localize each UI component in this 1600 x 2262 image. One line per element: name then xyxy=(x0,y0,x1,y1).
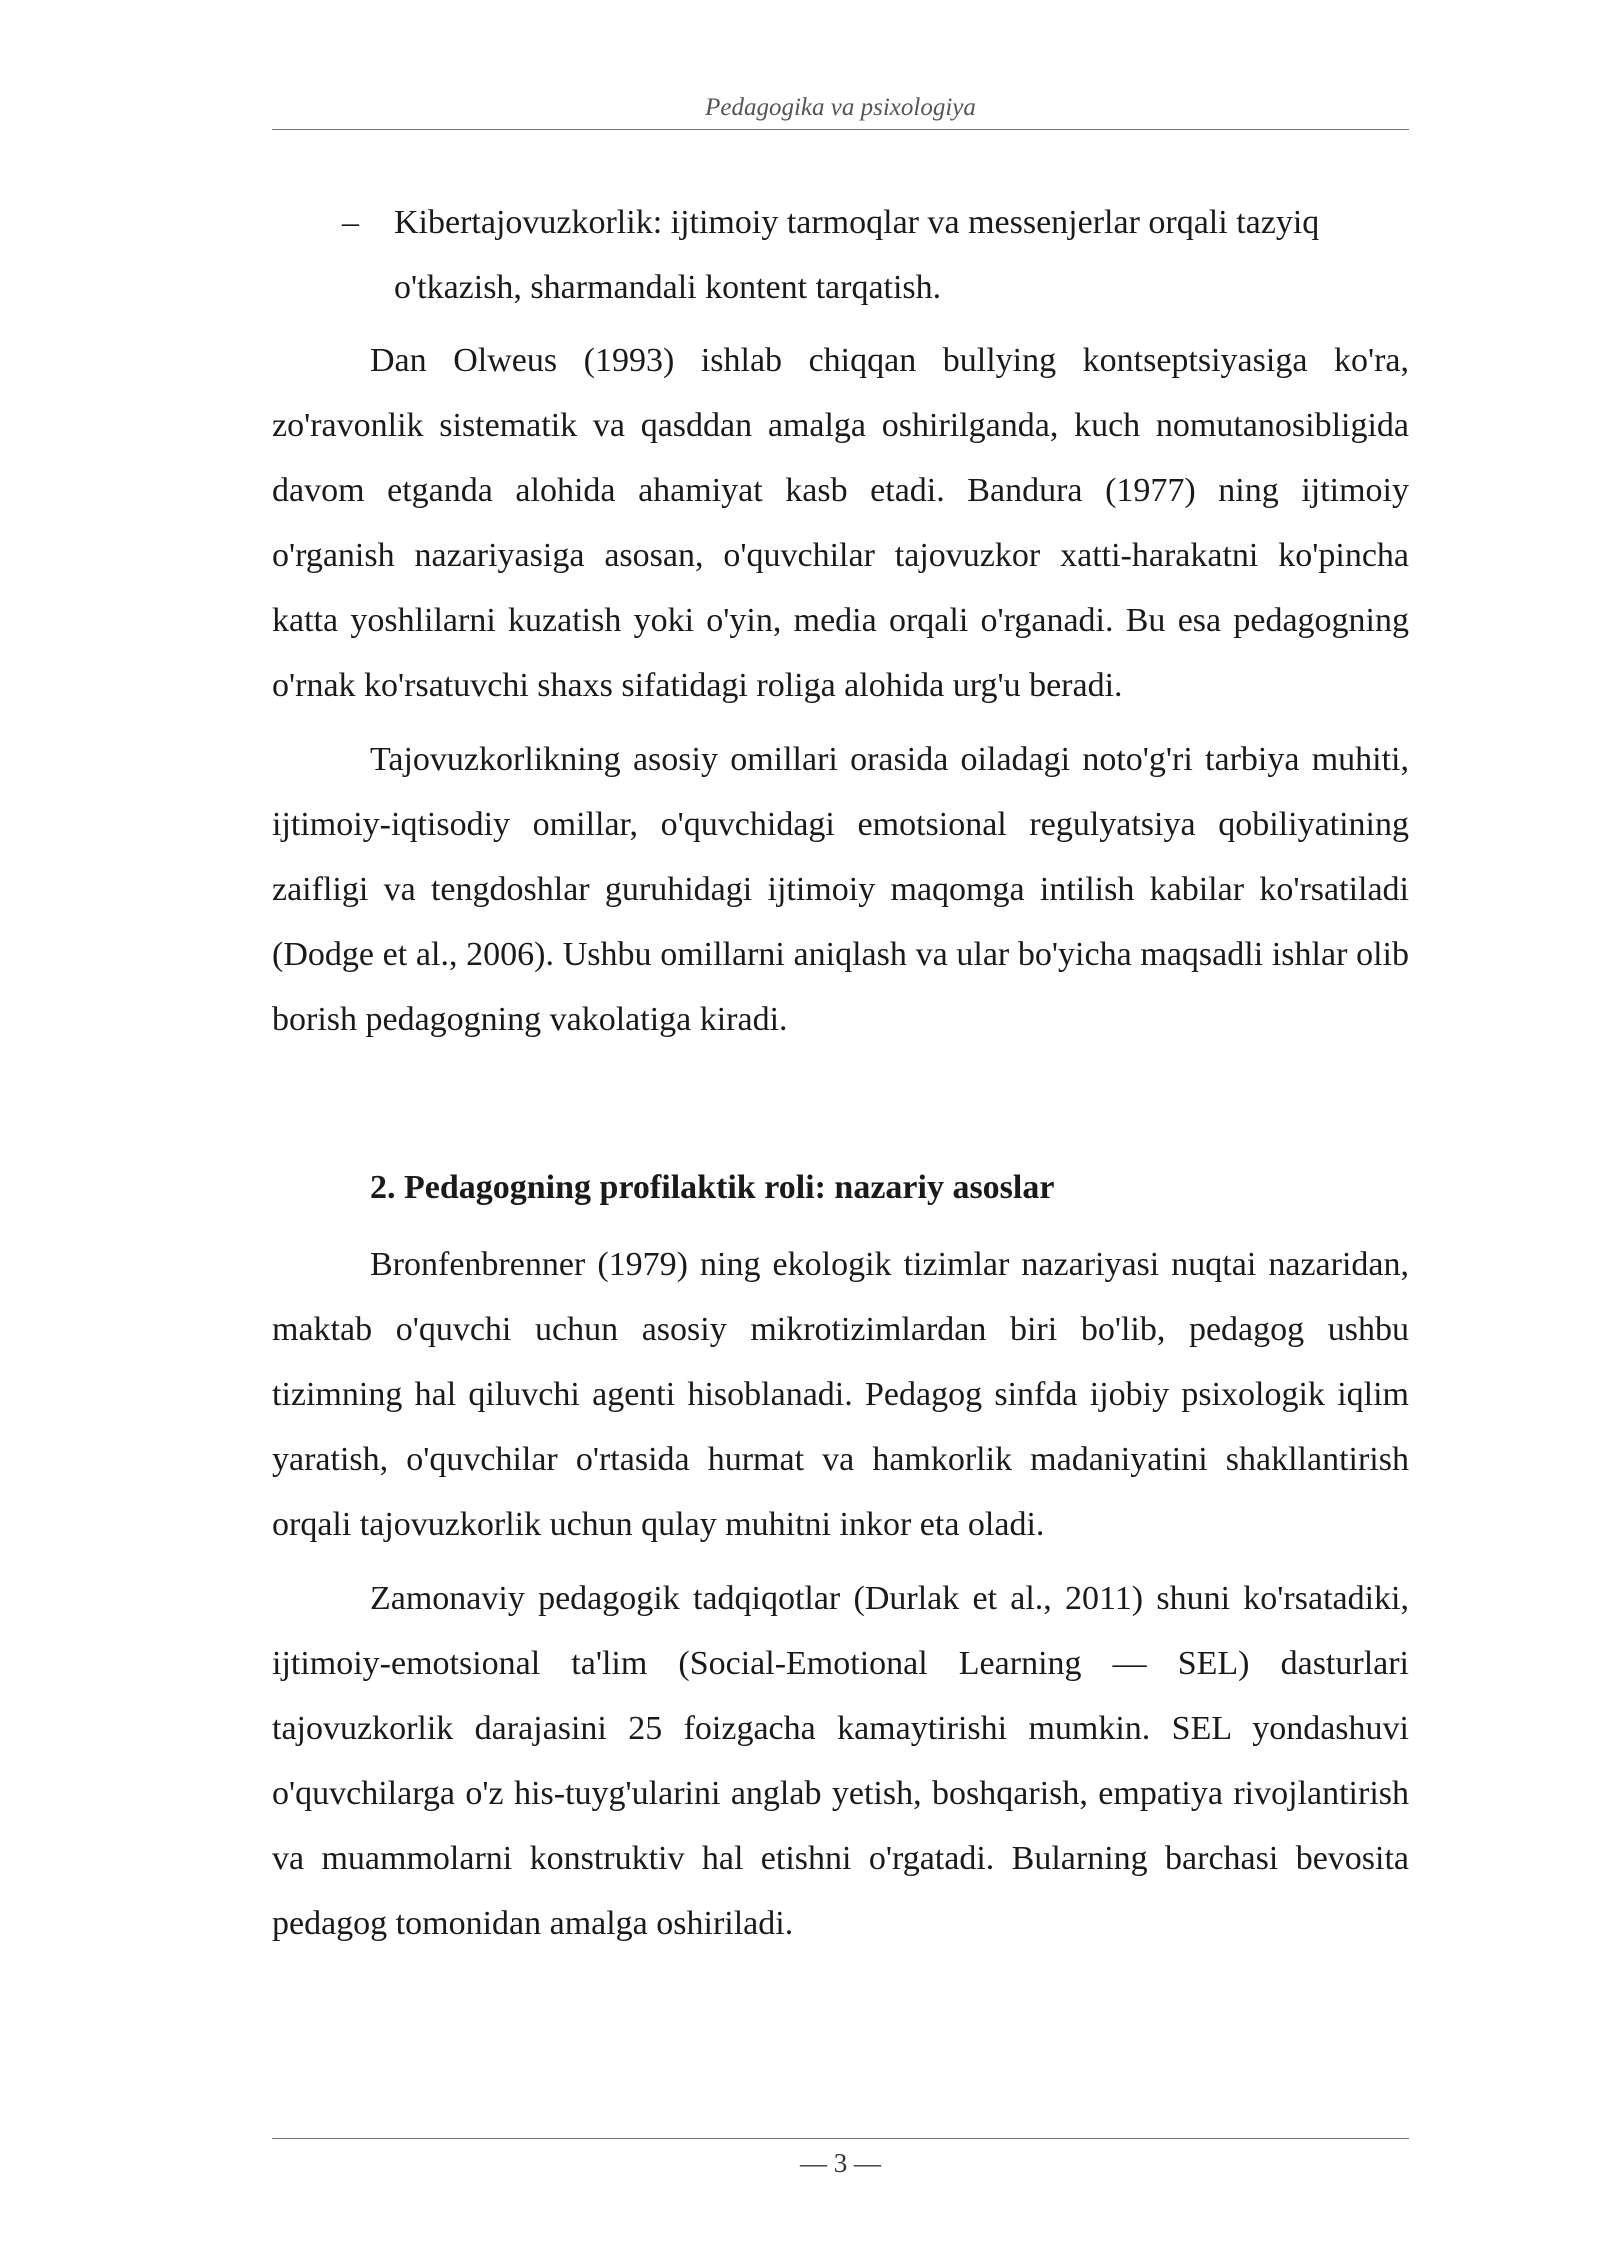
paragraph-bronfenbrenner: Bronfenbrenner (1979) ning ekologik tizimlar nazariyasi nuqtai nazaridan, maktab o'quvchi uchun asosiy mikrotizimlardan biri bo'lib, pedagog ushbu tizimning hal qiluvchi agenti hisoblanadi. Pedagog sinfda ijobiy psixologik iqlim yaratish, o'quvchilar o'rtasida hurmat va hamkorlik madaniyatini shakllantirish orqali tajovuzkorlik uchun qulay muhitni inkor eta oladi. xyxy=(272,1246,1409,1543)
running-header: Pedagogika va psixologiya xyxy=(705,94,976,121)
footer-divider xyxy=(272,2138,1409,2139)
paragraph-sel-research: Zamonaviy pedagogik tadqiqotlar (Durlak et al., 2011) shuni ko'rsatadiki, ijtimoiy-emotsional ta'lim (Social-Emotional Learning — SEL) dasturlari tajovuzkorlik darajasini 25 foizgacha kamaytirishi mumkin. SEL yondashuvi o'quvchilarga o'z his-tuyg'ularini anglab yetish, boshqarish, empatiya rivojlantirish va muammolarni konstruktiv hal etishni o'rgatadi. Bularning barchasi bevosita pedagog tomonidan amalga oshiriladi. xyxy=(272,1580,1409,1942)
bullet-item xyxy=(272,190,1409,320)
document-body xyxy=(272,190,1409,1965)
bullet-dash: – xyxy=(342,204,359,241)
paragraph-aggression-factors: Tajovuzkorlikning asosiy omillari orasida oiladagi noto'g'ri tarbiya muhiti, ijtimoiy-iqtisodiy omillar, o'quvchidagi emotsional regulyatsiya qobiliyatining zaifligi va tengdoshlar guruhidagi ijtimoiy maqomga intilish kabilar ko'rsatiladi (Dodge et al., 2006). Ushbu omillarni aniqlash va ular bo'yicha maqsadli ishlar olib borish pedagogning vakolatiga kiradi. xyxy=(272,741,1409,1038)
header-divider xyxy=(272,129,1409,130)
section-heading: 2. Pedagogning profilaktik roli: nazariy asoslar xyxy=(370,1169,1055,1206)
page-number: — 3 — xyxy=(800,2148,881,2178)
bullet-text: Kibertajovuzkorlik: ijtimoiy tarmoqlar va messenjerlar orqali tazyiq o'tkazish, sharmandali kontent tarqatish. xyxy=(394,204,1320,306)
paragraph-olweus-bandura: Dan Olweus (1993) ishlab chiqqan bullying kontseptsiyasiga ko'ra, zo'ravonlik sistematik va qasddan amalga oshirilganda, kuch nomutanosibligida davom etganda alohida ahamiyat kasb etadi. Bandura (1977) ning ijtimoiy o'rganish nazariyasiga asosan, o'quvchilar tajovuzkor xatti-harakatni ko'pincha katta yoshlilarni kuzatish yoki o'yin, media orqali o'rganadi. Bu esa pedagogning o'rnak ko'rsatuvchi shaxs sifatidagi roliga alohida urg'u beradi. xyxy=(272,342,1409,704)
document-page xyxy=(272,0,1409,2262)
